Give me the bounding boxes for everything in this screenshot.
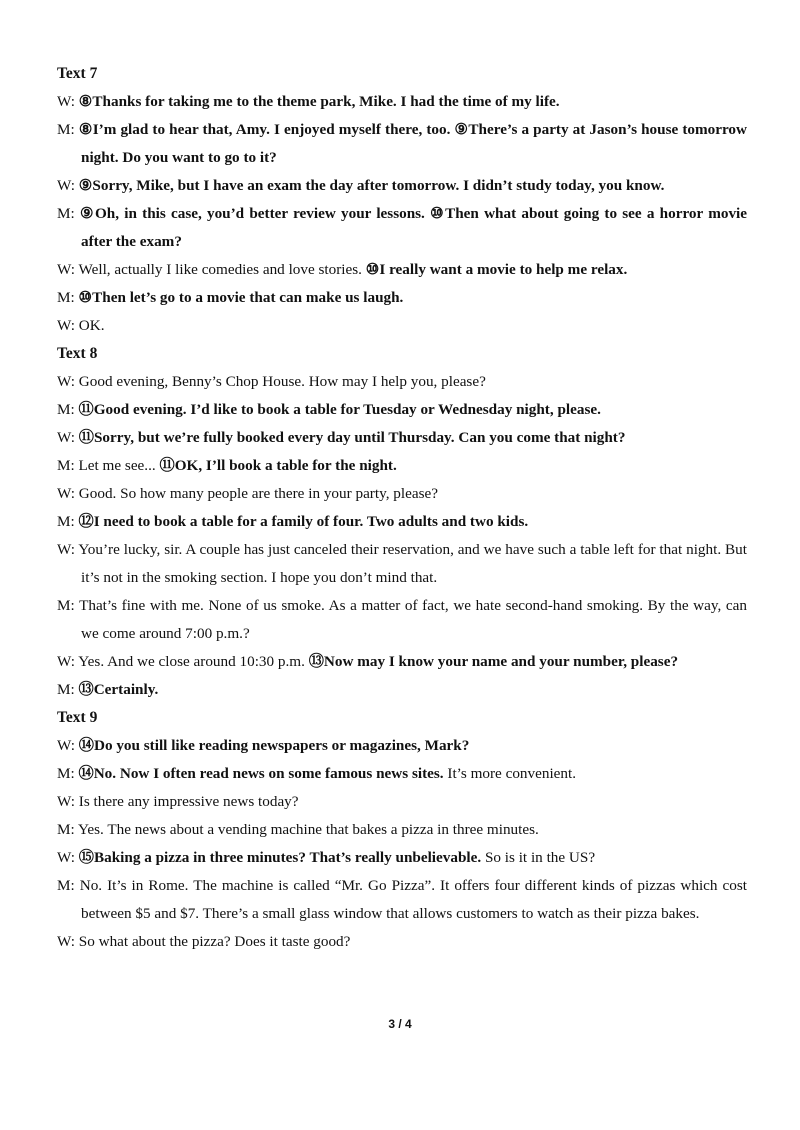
dialogue-text: M: No. It’s in Rome. The machine is called “Mr. Go Pizza”. It offers four different kinds of pizzas which cost between $5 and $7. There’s a small glass window that allows customers to watch as their pizza bakes.: [57, 877, 747, 922]
dialogue-text: M:: [57, 289, 79, 306]
dialogue-line: [57, 732, 747, 760]
dialogue-text: M: That’s fine with me. None of us smoke. As a matter of fact, we hate second-hand smoking. By the way, can we come around 7:00 p.m.?: [57, 597, 747, 642]
dialogue-line: [57, 844, 747, 872]
dialogue-text: So is it in the US?: [481, 849, 596, 866]
key-sentence: ⑮Baking a pizza in three minutes? That’s really unbelievable.: [78, 849, 482, 866]
dialogue-line: [57, 592, 747, 648]
dialogue-line: [57, 172, 747, 200]
dialogue-text: It’s more convenient.: [443, 765, 577, 782]
section-heading: Text 7: [57, 65, 98, 82]
dialogue-line: [57, 816, 747, 844]
dialogue-line: [57, 368, 747, 396]
dialogue-line: [57, 760, 747, 788]
key-sentence: ⑨Sorry, Mike, but I have an exam the day after tomorrow. I didn’t study today, you know.: [78, 177, 665, 194]
key-sentence: ⑨Oh, in this case, you’d better review your lessons. ⑩Then what about going to see a horror movie after the exam?: [79, 205, 747, 250]
dialogue-text: W:: [57, 177, 79, 194]
key-sentence: ⑧Thanks for taking me to the theme park, Mike. I had the time of my life.: [78, 93, 560, 110]
dialogue-line: [57, 88, 747, 116]
section-heading: Text 9: [57, 709, 98, 726]
dialogue-text: M: Let me see...: [57, 457, 160, 474]
dialogue-text: W: You’re lucky, sir. A couple has just canceled their reservation, and we have such a table left for that night. But it’s not in the smoking section. I hope you don’t mind that.: [57, 541, 747, 586]
dialogue-text: W: Good evening, Benny’s Chop House. How may I help you, please?: [57, 373, 486, 390]
dialogue-line: [57, 872, 747, 928]
dialogue-line: [57, 116, 747, 172]
dialogue-text: W: Well, actually I like comedies and love stories.: [57, 261, 366, 278]
dialogue-text: M: Yes. The news about a vending machine that bakes a pizza in three minutes.: [57, 821, 539, 838]
key-sentence: ⑭Do you still like reading newspapers or magazines, Mark?: [78, 737, 470, 754]
dialogue-line: [57, 424, 747, 452]
key-sentence: ⑬Now may I know your name and your number, please?: [308, 653, 679, 670]
dialogue-text: W:: [57, 737, 79, 754]
key-sentence: ⑩I really want a movie to help me relax.: [365, 261, 628, 278]
key-sentence: ⑧I’m glad to hear that, Amy. I enjoyed myself there, too. ⑨There’s a party at Jason’s house tomorrow night. Do you want to go to it?: [78, 121, 747, 166]
key-sentence: ⑫I need to book a table for a family of four. Two adults and two kids.: [78, 513, 529, 530]
transcript-body: [57, 60, 747, 956]
dialogue-line: [57, 256, 747, 284]
dialogue-line: [57, 536, 747, 592]
key-sentence: ⑩Then let’s go to a movie that can make us laugh.: [78, 289, 404, 306]
dialogue-text: M:: [57, 765, 79, 782]
dialogue-text: W: OK.: [57, 317, 105, 334]
dialogue-text: W: Is there any impressive news today?: [57, 793, 299, 810]
key-sentence: ⑬Certainly.: [78, 681, 159, 698]
key-sentence: ⑭No. Now I often read news on some famous news sites.: [78, 765, 444, 782]
key-sentence: ⑪Sorry, but we’re fully booked every day until Thursday. Can you come that night?: [78, 429, 626, 446]
dialogue-text: M:: [57, 401, 79, 418]
dialogue-line: [57, 200, 747, 256]
section-heading: Text 8: [57, 345, 98, 362]
dialogue-line: [57, 676, 747, 704]
dialogue-line: [57, 648, 747, 676]
dialogue-line: [57, 452, 747, 480]
dialogue-line: [57, 312, 747, 340]
dialogue-text: W:: [57, 849, 79, 866]
dialogue-line: [57, 284, 747, 312]
dialogue-line: [57, 928, 747, 956]
dialogue-text: W: So what about the pizza? Does it taste good?: [57, 933, 351, 950]
dialogue-text: M:: [57, 681, 79, 698]
dialogue-line: [57, 788, 747, 816]
dialogue-line: [57, 396, 747, 424]
dialogue-text: W: Good. So how many people are there in your party, please?: [57, 485, 438, 502]
key-sentence: ⑪Good evening. I’d like to book a table for Tuesday or Wednesday night, please.: [78, 401, 601, 418]
dialogue-text: W:: [57, 93, 79, 110]
dialogue-line: [57, 508, 747, 536]
dialogue-text: M:: [57, 205, 80, 222]
page-number: 3 / 4: [388, 1017, 412, 1031]
dialogue-text: W:: [57, 429, 79, 446]
dialogue-text: M:: [57, 121, 79, 138]
dialogue-text: M:: [57, 513, 79, 530]
key-sentence: ⑪OK, I’ll book a table for the night.: [159, 457, 397, 474]
dialogue-text: W: Yes. And we close around 10:30 p.m.: [57, 653, 309, 670]
dialogue-line: [57, 480, 747, 508]
